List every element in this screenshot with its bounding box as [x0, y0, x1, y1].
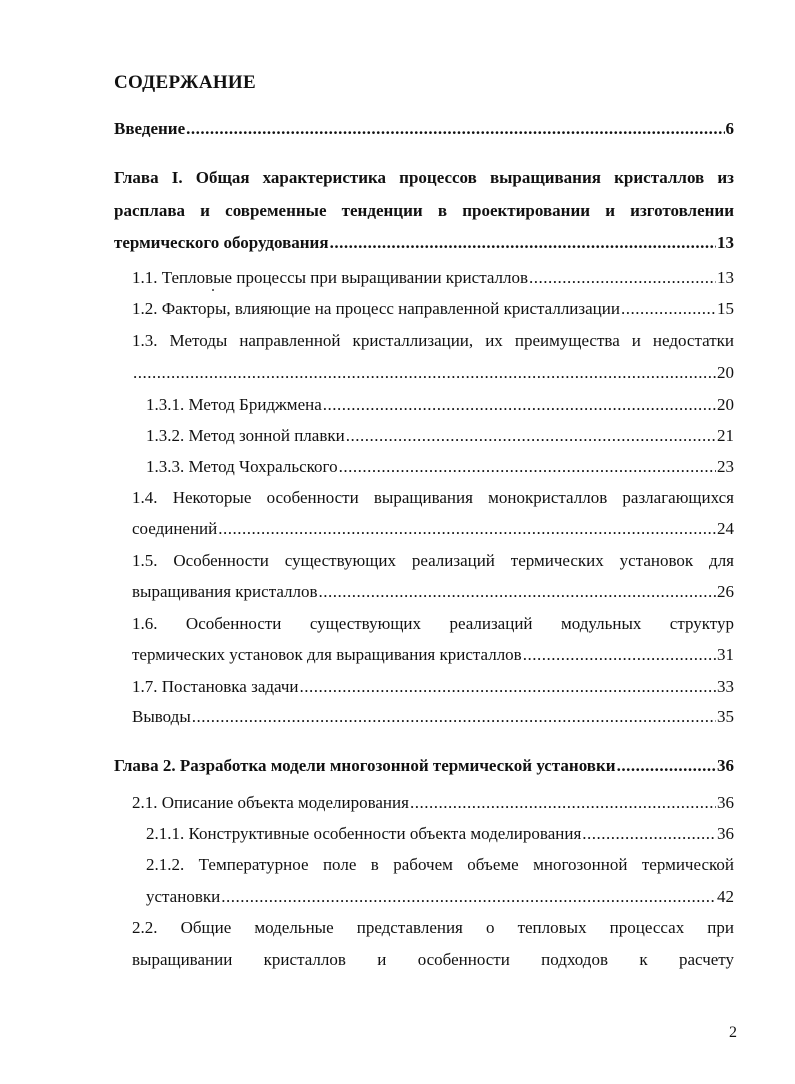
toc-page-number: 23: [717, 457, 734, 476]
toc-entry-label: 1.1. Тепловые процессы при выращивании кристаллов: [132, 268, 529, 287]
toc-page-number: 15: [717, 299, 734, 318]
toc-leader-dots: [300, 675, 716, 699]
toc-entry-label: Введение: [114, 119, 186, 138]
toc-chapter-1-line-2: расплава и современные тенденции в проектировании и изготовлении: [114, 201, 734, 220]
scan-speck: [212, 289, 214, 291]
toc-entry-label: термического оборудования: [114, 233, 329, 252]
toc-entry-1-2[interactable]: [132, 297, 734, 321]
toc-entry-label: 1.3.1. Метод Бриджмена: [146, 395, 322, 414]
toc-entry-1-5[interactable]: [132, 580, 734, 604]
toc-leader-dots: [186, 117, 724, 141]
toc-leader-dots: [319, 580, 716, 604]
toc-leader-dots: [133, 361, 716, 385]
toc-entry-label: 1.3.2. Метод зонной плавки: [146, 426, 345, 445]
toc-entry-label: 2.1.1. Конструктивные особенности объекта моделирования: [146, 824, 582, 843]
toc-entry-1-6[interactable]: [132, 643, 734, 667]
toc-entry-1-3-2[interactable]: [146, 424, 734, 448]
toc-entry-intro[interactable]: [114, 117, 734, 141]
toc-entry-label: 1.7. Постановка задачи: [132, 677, 299, 696]
toc-chapter-1-line-1: Глава I. Общая характеристика процессов выращивания кристаллов из: [114, 168, 734, 187]
toc-title: СОДЕРЖАНИЕ: [114, 72, 256, 93]
toc-leader-dots: [523, 643, 716, 667]
toc-entry-label: Выводы: [132, 707, 191, 726]
toc-entry-2-2-line-2: выращивании кристаллов и особенности подходов к расчету: [132, 950, 734, 969]
toc-entry-2-2-line-1: 2.2. Общие модельные представления о тепловых процессах при: [132, 918, 734, 937]
page-number: 2: [729, 1024, 737, 1041]
toc-leader-dots: [582, 822, 716, 846]
toc-page-number: 36: [717, 756, 734, 775]
toc-entry-2-1[interactable]: [132, 791, 734, 815]
toc-page-number: 33: [717, 677, 734, 696]
toc-page-number: 31: [717, 645, 734, 664]
toc-leader-dots: [617, 754, 716, 778]
toc-leader-dots: [621, 297, 716, 321]
toc-page-number: 36: [717, 793, 734, 812]
toc-leader-dots: [529, 266, 716, 290]
toc-page-number: 26: [717, 582, 734, 601]
toc-page-number: 24: [717, 519, 734, 538]
toc-entry-label: 1.3.3. Метод Чохральского: [146, 457, 338, 476]
toc-entry-1-4-line-1: 1.4. Некоторые особенности выращивания монокристаллов разлагающихся: [132, 488, 734, 507]
toc-leader-dots: [346, 424, 716, 448]
toc-entry-conclusions[interactable]: [132, 705, 734, 729]
toc-page-number: 20: [717, 395, 734, 414]
toc-entry-label: термических установок для выращивания кристаллов: [132, 645, 522, 664]
toc-entry-1-1[interactable]: [132, 266, 734, 290]
toc-page-number: 13: [717, 233, 734, 252]
toc-entry-1-4[interactable]: [132, 517, 734, 541]
toc-page-number: 36: [717, 824, 734, 843]
toc-entry-2-1-2-line-1: 2.1.2. Температурное поле в рабочем объеме многозонной термической: [146, 855, 734, 874]
toc-entry-1-3-1[interactable]: [146, 393, 734, 417]
toc-page-number: 35: [717, 707, 734, 726]
toc-page-number: 20: [717, 363, 734, 382]
toc-entry-2-1-1[interactable]: [146, 822, 734, 846]
toc-page-number: 21: [717, 426, 734, 445]
toc-entry-label: 2.1. Описание объекта моделирования: [132, 793, 409, 812]
toc-entry-label: установки: [146, 887, 221, 906]
toc-entry-label: выращивания кристаллов: [132, 582, 318, 601]
toc-leader-dots: [323, 393, 716, 417]
toc-leader-dots: [218, 517, 716, 541]
toc-entry-chapter-1[interactable]: [114, 231, 734, 255]
toc-entry-1-7[interactable]: [132, 675, 734, 699]
toc-entry-2-1-2[interactable]: [146, 885, 734, 909]
toc-entry-1-3[interactable]: [132, 361, 734, 385]
toc-entry-1-3-line-1: 1.3. Методы направленной кристаллизации, их преимущества и недостатки: [132, 331, 734, 350]
toc-entry-1-3-3[interactable]: [146, 455, 734, 479]
toc-entry-chapter-2[interactable]: [114, 754, 734, 778]
toc-entry-label: Глава 2. Разработка модели многозонной термической установки: [114, 756, 616, 775]
toc-entry-label: 1.2. Факторы, влияющие на процесс направленной кристаллизации: [132, 299, 620, 318]
toc-leader-dots: [192, 705, 716, 729]
toc-page-number: 42: [717, 887, 734, 906]
toc-leader-dots: [339, 455, 716, 479]
toc-leader-dots: [221, 885, 716, 909]
toc-page-number: 13: [717, 268, 734, 287]
toc-entry-1-6-line-1: 1.6. Особенности существующих реализаций модульных структур: [132, 614, 734, 633]
toc-leader-dots: [330, 231, 716, 255]
toc-entry-label: соединений: [132, 519, 218, 538]
toc-entry-1-5-line-1: 1.5. Особенности существующих реализаций термических установок для: [132, 551, 734, 570]
toc-leader-dots: [410, 791, 716, 815]
toc-page-number: 6: [725, 119, 734, 138]
